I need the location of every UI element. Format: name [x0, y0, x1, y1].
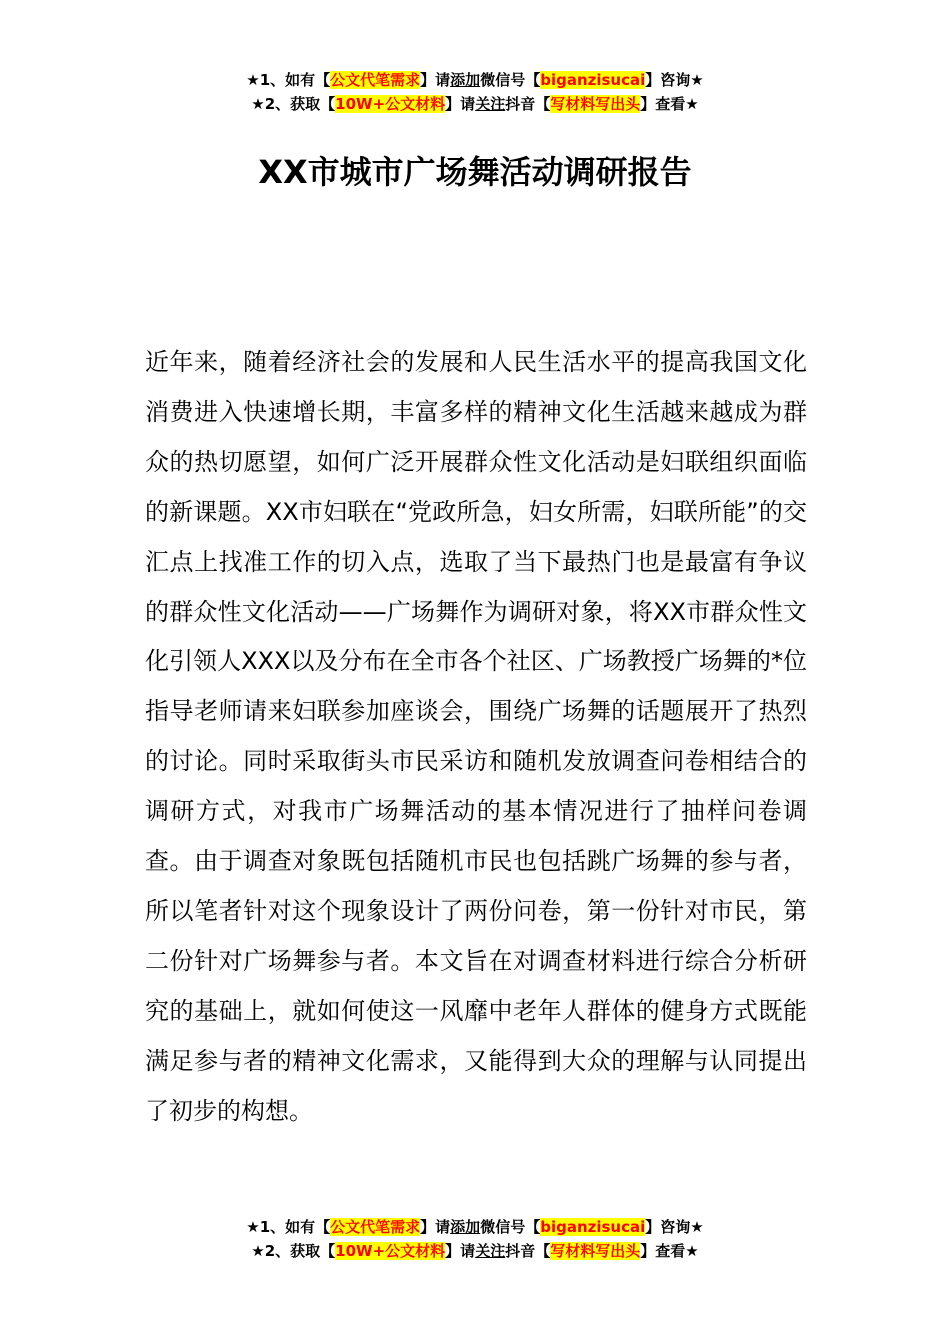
banner-line-1: [0, 1215, 950, 1239]
banner-text: 】请: [420, 71, 451, 89]
underlined-follow: 关注: [475, 1242, 506, 1260]
highlight-ghostwriting: 公文代笔需求: [330, 71, 421, 89]
star-icon: ★: [690, 1218, 704, 1236]
banner-text: 1、如有【: [259, 71, 331, 89]
banner-text: 2、获取【: [264, 95, 336, 113]
banner-text: 】查看: [640, 1242, 686, 1260]
banner-line-2: [0, 1239, 950, 1263]
highlight-wechat-id: biganzisucai: [540, 1218, 646, 1236]
highlight-douyin-account: 写材料写出头: [550, 1242, 641, 1260]
highlight-materials: 10W+公文材料: [335, 95, 446, 113]
highlight-douyin-account: 写材料写出头: [550, 95, 641, 113]
star-icon: ★: [690, 71, 704, 89]
banner-text: 1、如有【: [259, 1218, 331, 1236]
star-icon: ★: [685, 1242, 699, 1260]
highlight-materials: 10W+公文材料: [335, 1242, 446, 1260]
banner-line-1: [0, 68, 950, 92]
banner-text: 】请: [445, 95, 476, 113]
star-icon: ★: [685, 95, 699, 113]
star-icon: ★: [251, 95, 265, 113]
star-icon: ★: [246, 1218, 260, 1236]
highlight-ghostwriting: 公文代笔需求: [330, 1218, 421, 1236]
banner-text: 微信号【: [480, 1218, 541, 1236]
banner-text: 】查看: [640, 95, 686, 113]
header-banner: [0, 68, 950, 116]
page-title: XX市城市广场舞活动调研报告: [258, 153, 692, 191]
star-icon: ★: [246, 71, 260, 89]
banner-line-2: [0, 92, 950, 116]
body-paragraph: 近年来，随着经济社会的发展和人民生活水平的提高我国文化消费进入快速增长期，丰富多样的精神文化生活越来越成为群众的热切愿望，如何广泛开展群众性文化活动是妇联组织面临的新课题。XX市妇联在“党政所急，妇女所需，妇联所能”的交汇点上找准工作的切入点，选取了当下最热门也是最富有争议的群众性文化活动——广场舞作为调研对象，将XX市群众性文化引领人XXX以及分布在全市各个社区、广场教授广场舞的*位指导老师请来妇联参加座谈会，围绕广场舞的话题展开了热烈的讨论。同时采取街头市民采访和随机发放调查问卷相结合的调研方式，对我市广场舞活动的基本情况进行了抽样问卷调查。由于调查对象既包括随机市民也包括跳广场舞的参与者，所以笔者针对这个现象设计了两份问卷，第一份针对市民，第二份针对广场舞参与者。本文旨在对调查材料进行综合分析研究的基础上，就如何使这一风靡中老年人群体的健身方式既能满足参与者的精神文化需求，又能得到大众的理解与认同提出了初步的构想。: [145, 348, 807, 1125]
highlight-wechat-id: biganzisucai: [540, 71, 646, 89]
banner-text: 】咨询: [645, 1218, 691, 1236]
banner-text: 抖音【: [505, 1242, 551, 1260]
footer-banner: [0, 1215, 950, 1263]
banner-text: 微信号【: [480, 71, 541, 89]
banner-text: 】咨询: [645, 71, 691, 89]
underlined-add: 添加: [450, 1218, 481, 1236]
banner-text: 抖音【: [505, 95, 551, 113]
banner-text: 】请: [445, 1242, 476, 1260]
underlined-add: 添加: [450, 71, 481, 89]
banner-text: 】请: [420, 1218, 451, 1236]
banner-text: 2、获取【: [264, 1242, 336, 1260]
underlined-follow: 关注: [475, 95, 506, 113]
star-icon: ★: [251, 1242, 265, 1260]
